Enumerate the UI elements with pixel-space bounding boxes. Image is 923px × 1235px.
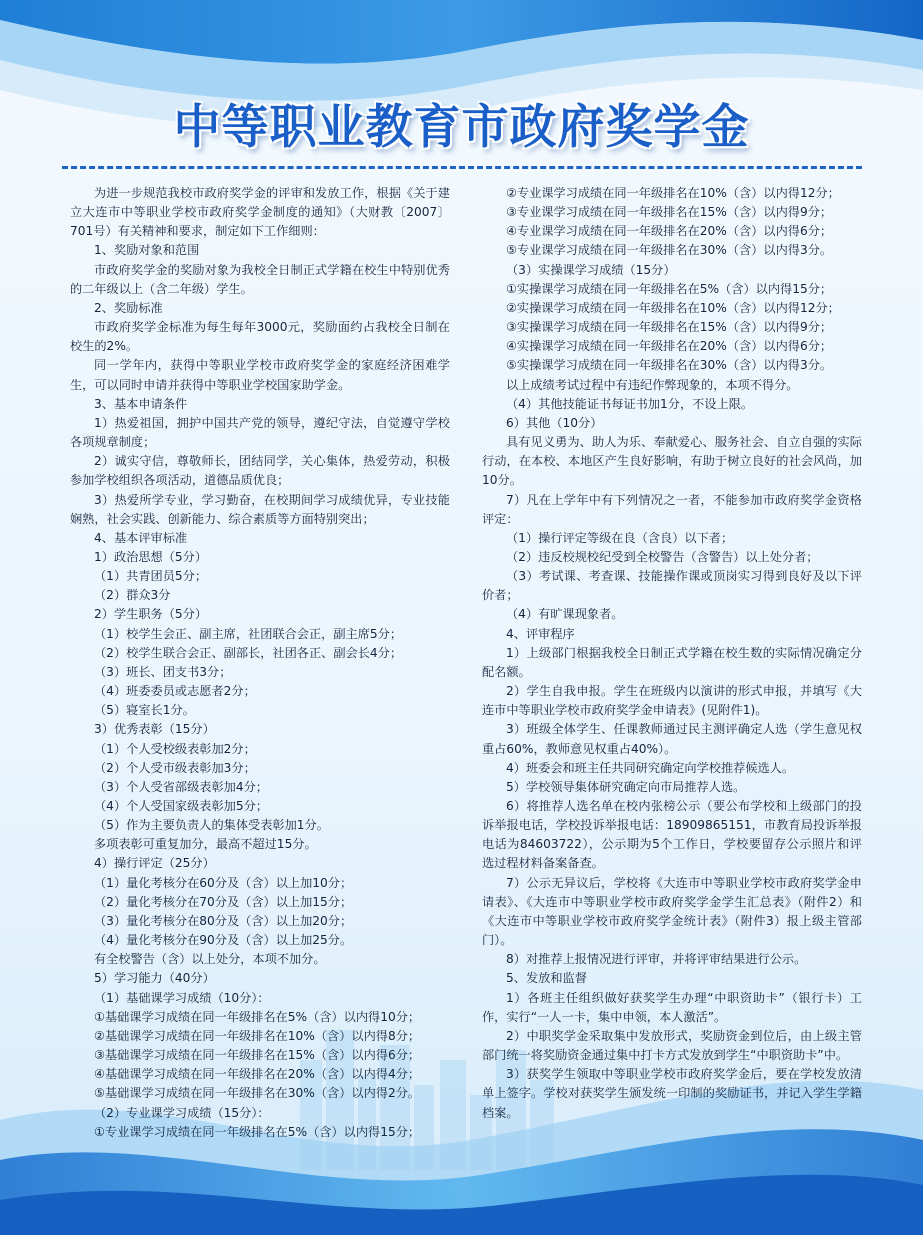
paragraph: （2）个人受市级表彰加3分；	[94, 760, 256, 775]
paragraph: （2）群众3分	[94, 588, 171, 603]
right-column	[482, 184, 862, 1123]
paragraph: 1）各班主任组织做好获奖学生办理“中职资助卡”（银行卡）工作，实行“一人一卡，集中申领，本人激活”。	[482, 990, 862, 1024]
paragraph: 多项表彰可重复加分，最高不超过15分。	[94, 837, 317, 852]
paragraph: 5）学习能力（40分）	[94, 971, 215, 986]
paragraph: （5）作为主要负责人的集体受表彰加1分。	[94, 818, 329, 833]
paragraph: （1）基础课学习成绩（10分）：	[94, 990, 270, 1005]
paragraph: 3）热爱所学专业，学习勤奋，在校期间学习成绩优异，专业技能娴熟，社会实践、创新能力、综合素质等方面特别突出；	[70, 492, 450, 526]
page-title: 中等职业教育市政府奖学金	[173, 100, 750, 155]
paragraph: 7）凡在上学年中有下列情况之一者，不能参加市政府奖学金资格评定：	[482, 492, 862, 526]
paragraph: 有全校警告（含）以上处分，本项不加分。	[94, 952, 326, 967]
paragraph: ④专业课学习成绩在同一年级排名在20%（含）以内得6分；	[506, 224, 833, 239]
paragraph: 市政府奖学金标准为每生每年3000元，奖励面约占我校全日制在校生的2%。	[70, 320, 450, 354]
paragraph: ④基础课学习成绩在同一年级排名在20%（含）以内得4分；	[94, 1067, 421, 1082]
paragraph: （1）量化考核分在60分及（含）以上加10分；	[94, 875, 353, 890]
paragraph: 3）班级全体学生、任课教师通过民主测评确定人选（学生意见权重占60%，教师意见权重占40%）。	[482, 722, 862, 756]
paragraph: 1）上级部门根据我校全日制正式学籍在校生数的实际情况确定分配名额。	[482, 645, 862, 679]
paragraph: 6）将推荐人选名单在校内张榜公示（要公布学校和上级部门的投诉举报电话，学校投诉举报电话：18909865151，市教育局投诉举报电话为84603722），公示期为5个工作日，学校要留存公示照片和评选过程材料备案备查。	[482, 799, 862, 871]
paragraph: ③基础课学习成绩在同一年级排名在15%（含）以内得6分；	[94, 1048, 421, 1063]
paragraph: ⑤实操课学习成绩在同一年级排名在30%（含）以内得3分。	[506, 358, 833, 373]
paragraph: ②专业课学习成绩在同一年级排名在10%（含）以内得12分；	[506, 186, 840, 200]
paragraph: ①基础课学习成绩在同一年级排名在5%（含）以内得10分；	[94, 1009, 421, 1024]
paragraph: ①实操课学习成绩在同一年级排名在5%（含）以内得15分；	[506, 281, 833, 296]
title-divider	[62, 166, 862, 169]
paragraph: （5）寝室长1分。	[94, 703, 195, 718]
paragraph: （3）班长、团支书3分；	[94, 664, 232, 679]
paragraph: （1）个人受校级表彰加2分；	[94, 741, 256, 756]
paragraph: 4）班委会和班主任共同研究确定向学校推荐候选人。	[506, 760, 795, 775]
paragraph: 3）优秀表彰（15分）	[94, 722, 215, 737]
paragraph: ⑤专业课学习成绩在同一年级排名在30%（含）以内得3分。	[506, 243, 833, 258]
paragraph: ①专业课学习成绩在同一年级排名在5%（含）以内得15分；	[94, 1124, 421, 1139]
paragraph: （1）共青团员5分；	[94, 569, 208, 584]
paragraph: 以上成绩考试过程中有违纪作弊现象的，本项不得分。	[506, 377, 799, 392]
paragraph: （3）量化考核分在80分及（含）以上加20分；	[94, 913, 353, 928]
paragraph: 4）操行评定（25分）	[94, 856, 215, 871]
paragraph: ②基础课学习成绩在同一年级排名在10%（含）以内得8分；	[94, 1028, 421, 1043]
paragraph: （1）操行评定等级在良（含良）以下者；	[506, 530, 734, 545]
paragraph: 2）学生职务（5分）	[94, 607, 208, 622]
paragraph: （3）实操课学习成绩（15分）	[506, 262, 676, 277]
paragraph: ③专业课学习成绩在同一年级排名在15%（含）以内得9分；	[506, 205, 833, 220]
paragraph: 4、评审程序	[506, 626, 575, 641]
paragraph: ③实操课学习成绩在同一年级排名在15%（含）以内得9分；	[506, 320, 833, 335]
paragraph: 2）中职奖学金采取集中发放形式，奖励资金到位后，由上级主管部门统一将奖励资金通过集中打卡方式发放到学生“中职资助卡”中。	[482, 1028, 862, 1063]
paragraph: 为进一步规范我校市政府奖学金的评审和发放工作，根据《关于建立大连市中等职业学校市政府奖学金制度的通知》（大财教〔2007〕701号）有关精神和要求，制定如下工作细则：	[70, 186, 450, 239]
paragraph: （1）校学生会正、副主席，社团联合会正，副主席5分；	[94, 626, 403, 641]
paragraph: 4、基本评审标准	[94, 530, 188, 545]
paragraph: （4）其他技能证书每证书加1分，不设上限。	[506, 396, 754, 411]
paragraph: （2）校学生联合会正、副部长，社团各正、副会长4分；	[94, 645, 403, 660]
paragraph: （4）有旷课现象者。	[506, 607, 624, 622]
paragraph: （4）个人受国家级表彰加5分；	[94, 799, 268, 813]
paragraph: （4）量化考核分在90分及（含）以上加25分。	[94, 933, 353, 948]
paragraph: （4）班委委员或志愿者2分；	[94, 684, 256, 699]
paragraph: 2）学生自我申报。学生在班级内以演讲的形式申报，并填写《大连市中等职业学校市政府奖学金申请表》(见附件1)。	[482, 684, 862, 718]
paragraph: 1）热爱祖国，拥护中国共产党的领导，遵纪守法，自觉遵守学校各项规章制度；	[70, 415, 450, 450]
paragraph: （2）违反校规校纪受到全校警告（含警告）以上处分者；	[506, 549, 819, 564]
paragraph: 7）公示无异议后，学校将《大连市中等职业学校市政府奖学金申请表》、《大连市中等职业学校市政府奖学金学生汇总表》（附件2）和《大连市中等职业学校市政府奖学金统计表》（附件3）报上级主管部门）。	[482, 875, 862, 948]
paragraph: 2、奖励标准	[94, 300, 163, 315]
paragraph: 3、基本申请条件	[94, 396, 188, 411]
paragraph: （3）个人受省部级表彰加4分；	[94, 779, 268, 794]
left-column	[70, 184, 450, 1142]
paragraph: 3）获奖学生领取中等职业学校市政府奖学金后，要在学校发放清单上签字。学校对获奖学生颁发统一印制的奖励证书，并记入学生学籍档案。	[482, 1067, 862, 1120]
paragraph: （2）量化考核分在70分及（含）以上加15分；	[94, 894, 353, 909]
paragraph: 5）学校领导集体研究确定向市局推荐人选。	[506, 779, 746, 794]
paragraph: （2）专业课学习成绩（15分）：	[94, 1105, 270, 1120]
paragraph: 同一学年内，获得中等职业学校市政府奖学金的家庭经济困难学生，可以同时申请并获得中等职业学校国家助学金。	[70, 358, 450, 392]
paragraph: 6）其他（10分）	[506, 415, 603, 430]
paragraph: ⑤基础课学习成绩在同一年级排名在30%（含）以内得2分。	[94, 1086, 421, 1101]
paragraph: 1）政治思想（5分）	[94, 549, 208, 564]
paragraph: ②实操课学习成绩在同一年级排名在10%（含）以内得12分；	[506, 300, 840, 315]
paragraph: 8）对推荐上报情况进行评审，并将评审结果进行公示。	[506, 952, 807, 967]
paragraph: 具有见义勇为、助人为乐、奉献爱心、服务社会、自立自强的实际行动，在本校、本地区产生良好影响，有助于树立良好的社会风尚，加10分。	[482, 435, 862, 488]
paragraph: 1、奖励对象和范围	[94, 243, 200, 258]
paragraph: 5、发放和监督	[506, 971, 587, 986]
paragraph: ④实操课学习成绩在同一年级排名在20%（含）以内得6分；	[506, 339, 833, 354]
paragraph: 2）诚实守信，尊敬师长，团结同学，关心集体，热爱劳动，积极参加学校组织各项活动，道德品质优良；	[70, 454, 450, 488]
paragraph: （3）考试课、考查课、技能操作课或顶岗实习得到良好及以下评价者；	[482, 569, 862, 603]
paragraph: 市政府奖学金的奖励对象为我校全日制正式学籍在校生中特别优秀的二年级以上（含二年级）学生。	[70, 262, 450, 296]
